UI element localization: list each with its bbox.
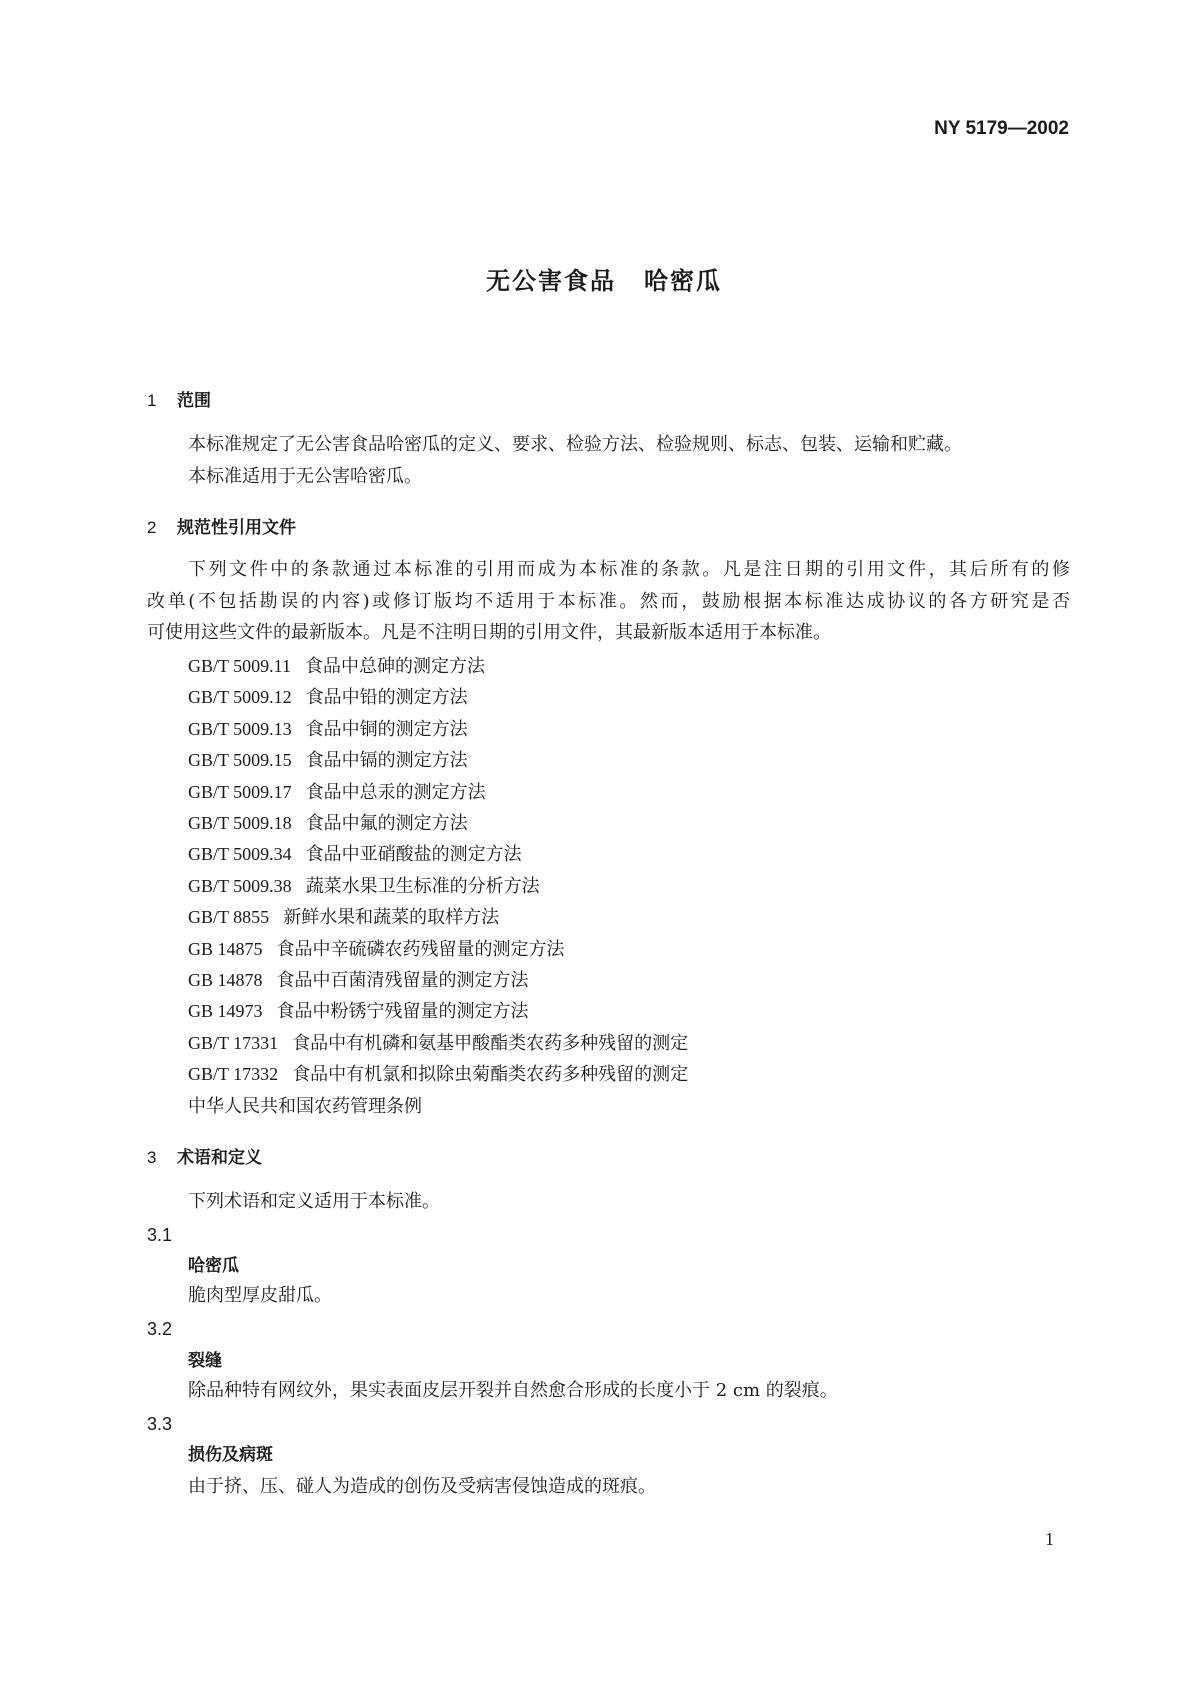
- reference-title: 食品中铅的测定方法: [305, 687, 468, 709]
- reference-item: [188, 906, 499, 929]
- reference-code: GB/T 5009.13: [188, 718, 292, 739]
- term-definition: 由于挤、压、碰人为造成的创伤及受病害侵蚀造成的斑痕。: [188, 1476, 656, 1497]
- scope-line: 本标准适用于无公害哈密瓜。: [188, 466, 422, 487]
- page-number: 1: [1045, 1529, 1054, 1549]
- reference-item: [188, 938, 565, 961]
- section-heading-scope: [147, 390, 211, 412]
- title-part-1: 无公害食品: [486, 267, 616, 295]
- term-number: 3.3: [147, 1414, 173, 1434]
- reference-item: [188, 686, 468, 709]
- term-number: 3.1: [147, 1225, 173, 1245]
- term-name: 哈密瓜: [188, 1256, 239, 1276]
- section-title: 范围: [177, 391, 211, 411]
- term-definition: 脆肉型厚皮甜瓜。: [188, 1285, 332, 1306]
- reference-item: [188, 1063, 688, 1086]
- reference-title: 蔬菜水果卫生标准的分析方法: [305, 875, 540, 897]
- term-definition: 除品种特有网纹外，果实表面皮层开裂并自然愈合形成的长度小于 2 cm 的裂痕。: [188, 1380, 838, 1401]
- reference-code: GB 14878: [188, 970, 263, 990]
- reference-code: GB/T 5009.15: [188, 750, 292, 771]
- section-title: 规范性引用文件: [177, 518, 296, 538]
- reference-code: GB/T 5009.12: [188, 687, 292, 708]
- reference-code: GB/T 5009.17: [188, 781, 292, 802]
- reference-item: [188, 718, 468, 741]
- section-number: 1: [147, 391, 157, 410]
- reference-title: 食品中有机磷和氨基甲酸酯类农药多种残留的测定: [292, 1032, 689, 1054]
- reference-title: 食品中氟的测定方法: [305, 813, 468, 834]
- reference-title: 食品中粉锈宁残留量的测定方法: [276, 1001, 529, 1023]
- reference-item: [188, 1000, 529, 1023]
- reference-item: [188, 655, 485, 678]
- paragraph-line: 改单(不包括勘误的内容)或修订版均不适用于本标准。然而，鼓励根据本标准达成协议的各方研究是否: [147, 591, 1070, 612]
- regulation-reference: 中华人民共和国农药管理条例: [188, 1096, 422, 1117]
- standard-number: NY 5179—2002: [934, 118, 1069, 139]
- page-title: [0, 267, 1191, 295]
- reference-code: GB/T 5009.38: [188, 875, 292, 896]
- section-heading-references: [147, 517, 296, 539]
- reference-title: 食品中铜的测定方法: [305, 718, 468, 740]
- reference-item: [188, 969, 529, 992]
- reference-code: GB 14973: [188, 1001, 263, 1022]
- reference-item: [188, 843, 522, 866]
- reference-title: 食品中镉的测定方法: [305, 750, 468, 772]
- reference-title: 食品中有机氯和拟除虫菊酯类农药多种残留的测定: [292, 1064, 689, 1086]
- reference-title: 食品中辛硫磷农药残留量的测定方法: [276, 938, 565, 960]
- scope-line: 本标准规定了无公害食品哈密瓜的定义、要求、检验方法、检验规则、标志、包装、运输和贮藏。: [188, 434, 962, 455]
- paragraph-line: 下列文件中的条款通过本标准的引用而成为本标准的条款。凡是注日期的引用文件，其后所有的修: [188, 559, 1070, 580]
- reference-code: GB/T 5009.18: [188, 813, 292, 833]
- term-number: 3.2: [147, 1319, 173, 1339]
- paragraph-line: 可使用这些文件的最新版本。凡是不注明日期的引用文件，其最新版本适用于本标准。: [147, 622, 831, 643]
- term-name: 裂缝: [188, 1351, 222, 1371]
- reference-title: 食品中总砷的测定方法: [305, 656, 486, 677]
- section-number: 2: [147, 518, 157, 537]
- reference-code: GB/T 17332: [188, 1064, 279, 1085]
- terms-intro: 下列术语和定义适用于本标准。: [188, 1191, 440, 1212]
- reference-code: GB/T 17331: [188, 1032, 279, 1053]
- term-name: 损伤及病斑: [188, 1445, 273, 1465]
- section-number: 3: [147, 1148, 157, 1167]
- reference-item: [188, 875, 540, 898]
- reference-item: [188, 1032, 688, 1055]
- reference-title: 新鲜水果和蔬菜的取样方法: [283, 907, 500, 929]
- section-title: 术语和定义: [177, 1148, 262, 1168]
- reference-item: [188, 812, 468, 835]
- reference-item: [188, 781, 486, 804]
- reference-code: GB/T 8855: [188, 907, 270, 928]
- reference-item: [188, 749, 468, 772]
- reference-code: GB/T 5009.34: [188, 844, 292, 865]
- reference-code: GB 14875: [188, 938, 263, 959]
- title-part-2: 哈密瓜: [644, 267, 722, 295]
- reference-code: GB/T 5009.11: [188, 656, 292, 676]
- reference-title: 食品中亚硝酸盐的测定方法: [305, 844, 522, 866]
- reference-title: 食品中百菌清残留量的测定方法: [276, 970, 529, 991]
- section-heading-terms: [147, 1147, 262, 1169]
- reference-title: 食品中总汞的测定方法: [305, 781, 486, 803]
